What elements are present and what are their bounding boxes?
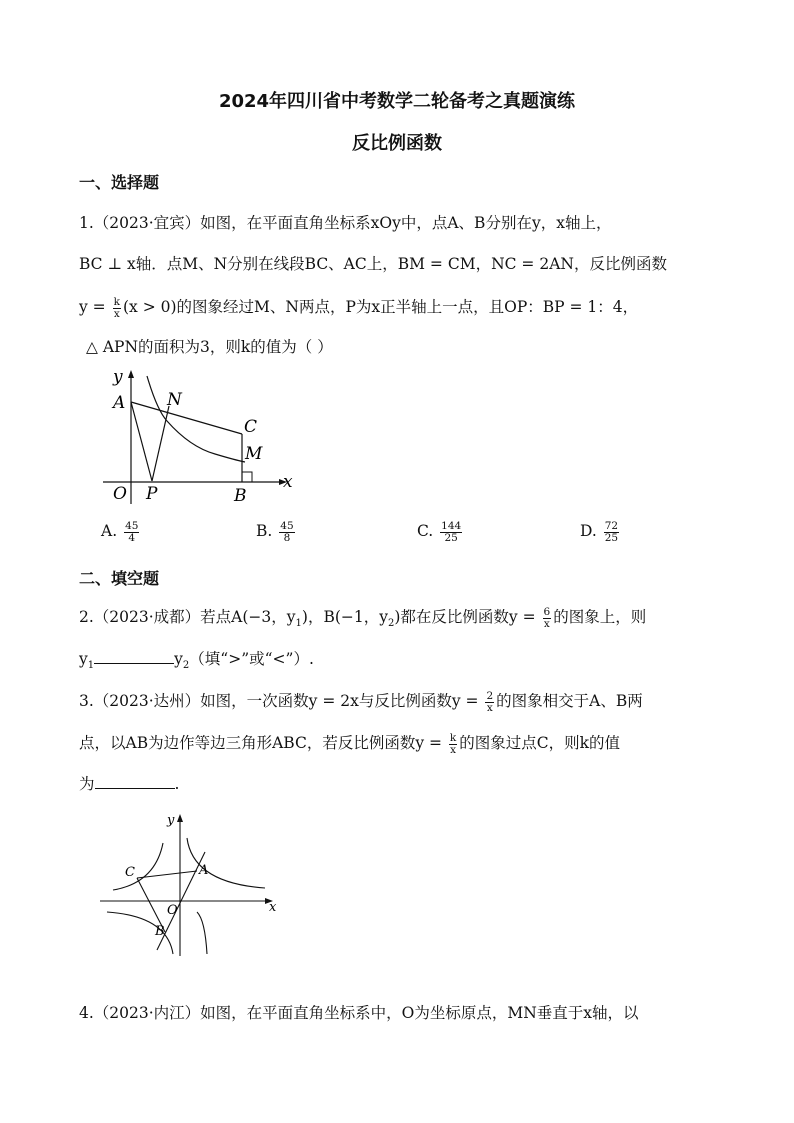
q3-text-d: 的图象过点C，则k的值	[459, 734, 621, 752]
q3-y-arrow	[177, 814, 183, 822]
q2-fraction	[543, 607, 552, 630]
q3-label-B: B	[155, 924, 165, 939]
q1-option-b-label: B.	[256, 522, 273, 540]
q2-text-f: y	[174, 650, 183, 668]
q2-sub-3: 1	[87, 660, 95, 672]
q2-sub-1: 1	[295, 618, 302, 630]
q1-figure	[95, 362, 305, 510]
q3-line-3	[79, 773, 179, 795]
q2-sub-2: 2	[387, 618, 395, 630]
q2-answer-blank[interactable]	[94, 649, 174, 664]
page-subtitle: 反比例函数	[352, 133, 442, 154]
q1-line-1: 1.（2023·宜宾）如图，在平面直角坐标系xOy中，点A、B分别在y，x轴上，	[79, 214, 612, 232]
q2-sub-4: 2	[182, 660, 190, 672]
q3-fraction-2-den: x	[450, 743, 457, 756]
q3-fraction-1-den: x	[486, 701, 493, 714]
section-heading-fill: 二、填空题	[79, 569, 160, 588]
q3-label-O: O	[167, 903, 178, 918]
q1-option-c-label: C.	[417, 522, 434, 540]
q1-option-b[interactable]	[256, 520, 297, 544]
q1-fraction	[113, 297, 121, 320]
q1-segment-PN	[152, 406, 169, 481]
q1-option-a-frac	[124, 521, 139, 544]
q1-option-b-den: 8	[283, 531, 291, 544]
q1-fraction-den: x	[113, 307, 120, 320]
q1-label-O: O	[113, 484, 127, 504]
q1-option-b-frac	[279, 521, 294, 544]
q2-text-a: 2.（2023·成都）若点A(−3，y	[79, 608, 296, 626]
q1-label-A: A	[113, 393, 126, 413]
q3-text-f: .	[174, 775, 180, 793]
q2-fraction-num: 6	[543, 605, 551, 618]
q3-label-C: C	[125, 865, 135, 880]
q3-text-e: 为	[79, 775, 95, 793]
q3-fraction-1	[485, 691, 494, 714]
q2-text-c: )都在反比例函数y =	[394, 608, 541, 626]
q1-option-a-label: A.	[101, 522, 118, 540]
q1-label-x: x	[283, 472, 293, 492]
q2-text-d: 的图象上，则	[553, 608, 647, 626]
q1-option-d-label: D.	[580, 522, 597, 540]
q3-text-b: 的图象相交于A、B两	[496, 692, 643, 710]
q1-segment-AC	[131, 402, 242, 434]
q1-label-N: N	[167, 390, 182, 410]
q1-eq-rest: (x > 0)的图象经过M、N两点，P为x正半轴上一点，且OP：BP = 1：4，	[122, 298, 639, 316]
page-title: 2024年四川省中考数学二轮备考之真题演练	[218, 91, 576, 112]
q1-option-a-den: 4	[128, 531, 136, 544]
q3-line-1	[79, 690, 643, 714]
q3-hyperbola-k-upper	[113, 843, 163, 890]
q2-fraction-den: x	[543, 617, 550, 630]
q1-option-b-num: 45	[280, 519, 294, 532]
q1-label-M: M	[245, 444, 263, 464]
q1-option-c[interactable]	[417, 520, 464, 544]
q3-label-x: x	[269, 900, 277, 915]
q1-label-C: C	[244, 417, 258, 437]
q1-option-d[interactable]	[580, 520, 621, 544]
q3-figure	[95, 808, 285, 958]
q1-option-d-num: 72	[604, 519, 619, 532]
q3-text-a: 3.（2023·达州）如图，一次函数y = 2x与反比例函数y =	[79, 692, 484, 710]
q3-hyperbola-k-lower	[197, 912, 207, 954]
q1-option-c-den: 25	[444, 531, 458, 544]
q2-line-1	[79, 606, 646, 635]
q1-label-y: y	[113, 367, 123, 387]
q2-text-b: )，B(−1，y	[301, 608, 388, 626]
q1-option-c-frac	[440, 521, 462, 544]
q1-option-c-num: 144	[441, 519, 462, 532]
q3-line-2	[79, 732, 620, 756]
q2-text-g: （填“>”或“<”）.	[189, 650, 314, 668]
q1-label-B: B	[234, 486, 247, 506]
q1-option-a-num: 45	[125, 519, 139, 532]
q3-label-A: A	[199, 863, 209, 878]
q1-segment-AP	[131, 402, 152, 481]
q1-hyperbola	[147, 376, 245, 462]
q1-fraction-num: k	[113, 295, 120, 308]
q2-line-2	[79, 648, 314, 677]
q1-line-4: △ APN的面积为3，则k的值为（ ）	[86, 338, 333, 356]
q1-option-d-frac	[604, 521, 619, 544]
q1-label-P: P	[146, 484, 158, 504]
q3-label-y: y	[167, 813, 175, 828]
q3-fraction-1-num: 2	[486, 689, 494, 702]
q1-option-a[interactable]	[101, 520, 141, 544]
q3-answer-blank[interactable]	[95, 774, 175, 789]
q1-right-angle	[242, 472, 252, 482]
q3-fraction-2	[449, 733, 457, 756]
q1-eq-lhs: y =	[79, 298, 111, 316]
q3-text-c: 点，以AB为边作等边三角形ABC，若反比例函数y =	[79, 734, 447, 752]
q1-line-3	[79, 296, 638, 320]
q2-text-e: y	[79, 650, 88, 668]
q1-option-d-den: 25	[604, 531, 619, 544]
q3-fraction-2-num: k	[449, 731, 457, 744]
q1-line-2: BC ⊥ x轴．点M、N分别在线段BC、AC上，BM = CM，NC = 2AN，反比例函数	[79, 255, 667, 273]
section-heading-choice: 一、选择题	[79, 173, 160, 192]
q1-y-arrow	[128, 370, 134, 378]
q4-line-1: 4.（2023·内江）如图，在平面直角坐标系中，O为坐标原点，MN垂直于x轴，以	[79, 1004, 639, 1022]
